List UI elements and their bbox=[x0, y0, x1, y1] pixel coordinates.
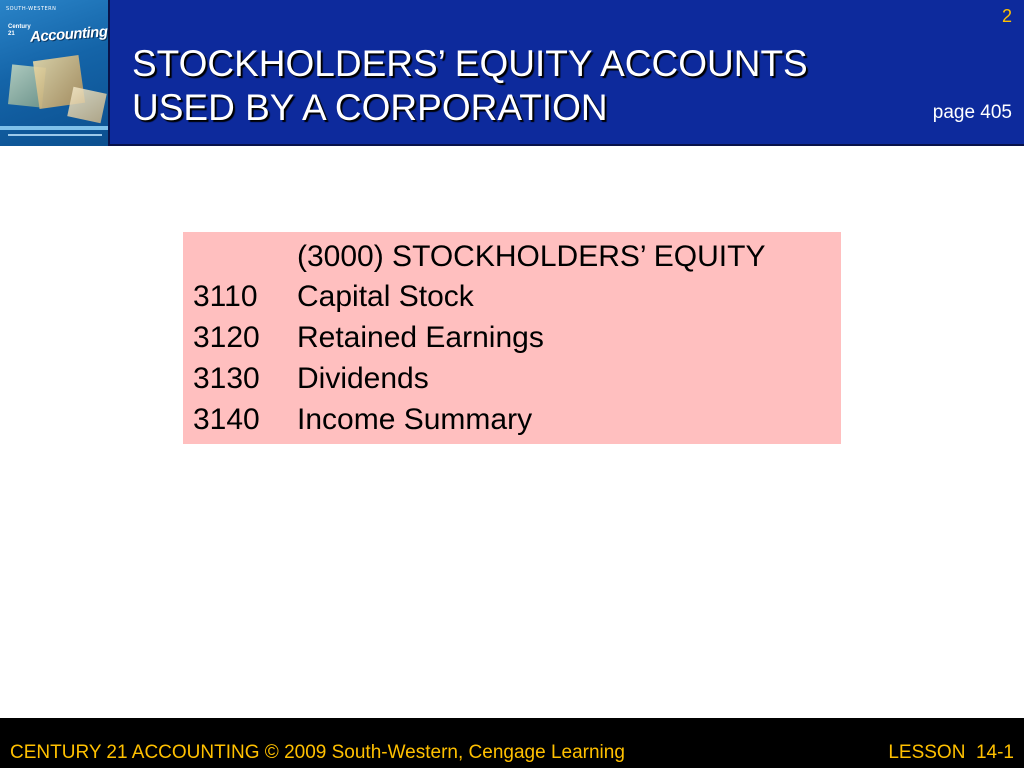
cover-tag: SOUTH-WESTERN bbox=[6, 6, 57, 12]
cover-photo bbox=[67, 87, 106, 123]
footer-copyright: CENTURY 21 ACCOUNTING © 2009 South-Western, Cengage Learning bbox=[10, 742, 625, 763]
footer-lesson: LESSON 14-1 bbox=[888, 742, 1014, 763]
account-number: 3130 bbox=[193, 362, 260, 395]
slide-title bbox=[132, 42, 892, 130]
slide-title-line-1: STOCKHOLDERS’ EQUITY ACCOUNTS bbox=[132, 43, 808, 84]
slide-number: 2 bbox=[1001, 6, 1012, 26]
account-number: 3140 bbox=[193, 403, 260, 436]
account-name: Dividends bbox=[297, 362, 429, 395]
cover-series-label: Century 21 bbox=[8, 24, 31, 37]
slide-header bbox=[0, 0, 1024, 146]
account-number: 3110 bbox=[193, 280, 258, 313]
accounts-table bbox=[183, 232, 841, 444]
cover-stripe bbox=[0, 126, 110, 130]
account-row bbox=[183, 280, 841, 320]
account-row bbox=[183, 321, 841, 361]
page-reference: page 405 bbox=[932, 102, 1012, 123]
account-name: Income Summary bbox=[297, 403, 533, 436]
slide-title-line-2: USED BY A CORPORATION bbox=[132, 87, 608, 128]
account-row bbox=[183, 403, 841, 443]
cover-title: Accounting bbox=[29, 23, 108, 46]
account-name: Retained Earnings bbox=[297, 321, 544, 354]
account-number: 3120 bbox=[193, 321, 260, 354]
account-row bbox=[183, 362, 841, 402]
account-name: Capital Stock bbox=[297, 280, 474, 313]
cover-footer-line bbox=[8, 134, 102, 136]
accounts-heading: (3000) STOCKHOLDERS’ EQUITY bbox=[297, 240, 766, 273]
book-cover-image bbox=[0, 0, 110, 146]
slide-footer bbox=[0, 718, 1024, 768]
